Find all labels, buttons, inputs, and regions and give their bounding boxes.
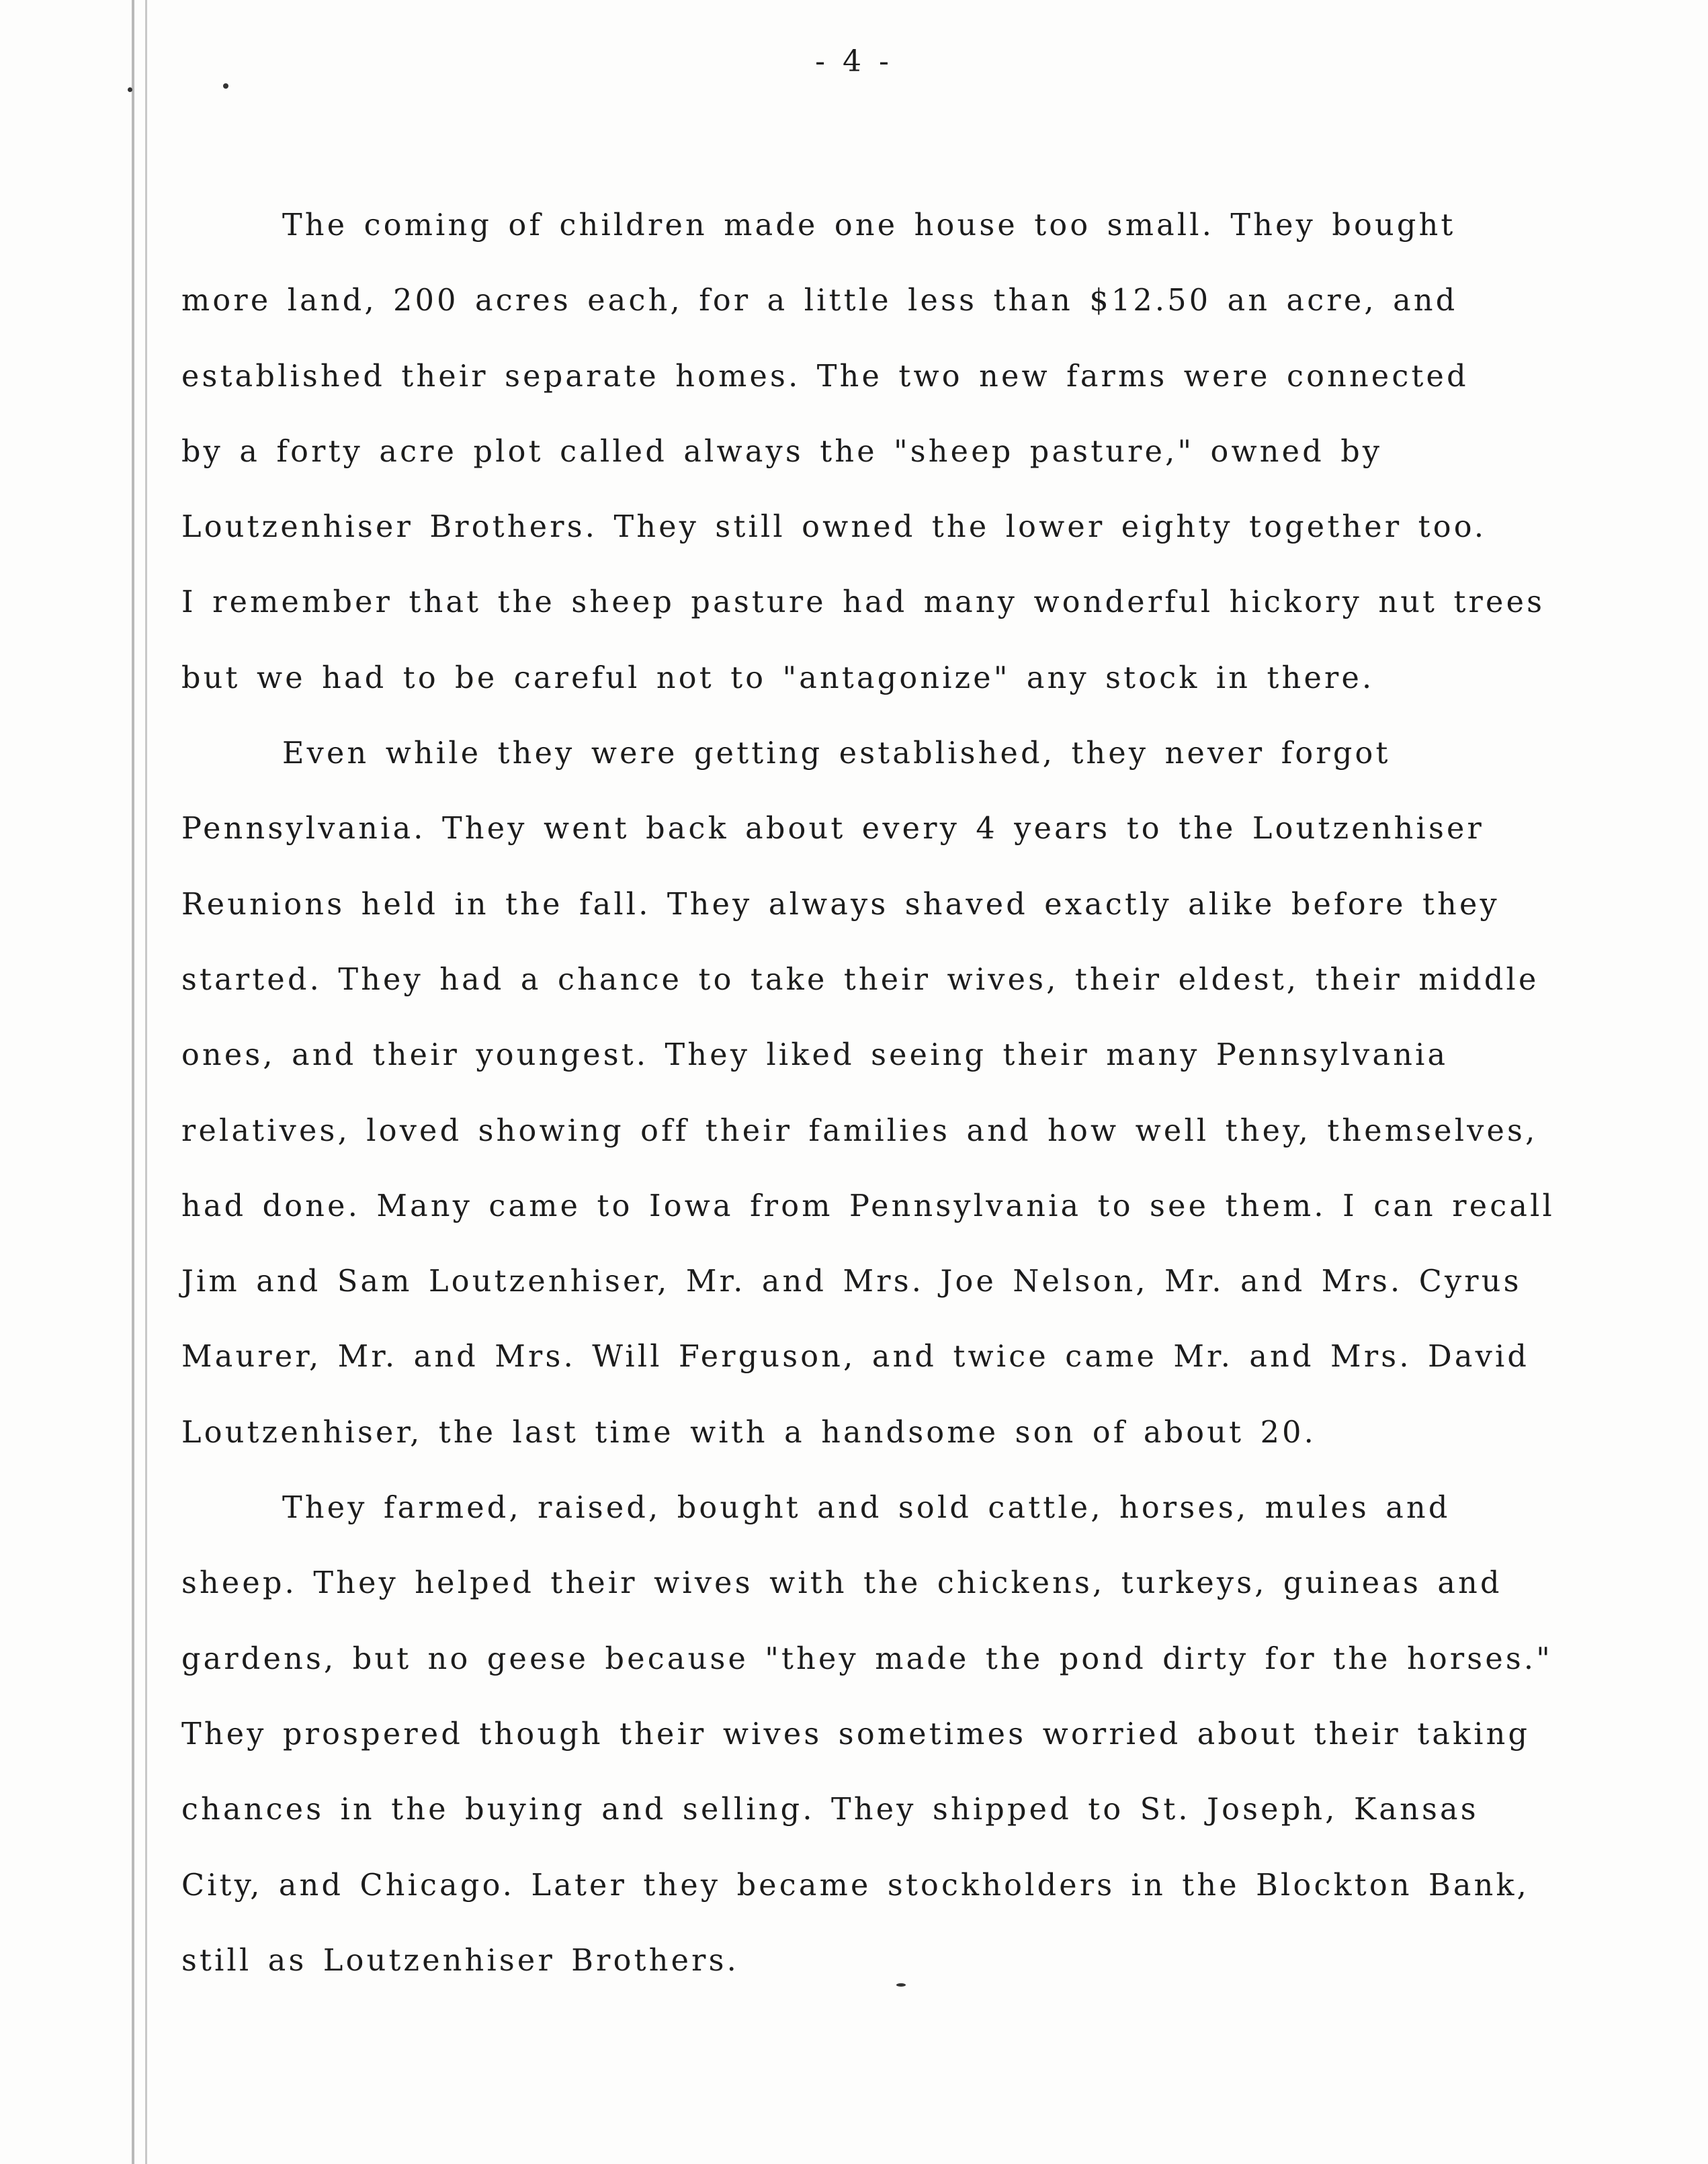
text-line: ones, and their youngest. They liked seeing their many Pennsylvania [181, 1038, 1449, 1073]
text-line: Loutzenhiser Brothers. They still owned the lower eighty together too. [181, 510, 1487, 545]
text-line: more land, 200 acres each, for a little less than $12.50 an acre, and [181, 284, 1458, 318]
paragraph-2 [181, 716, 1555, 1471]
scan-speck [223, 83, 228, 89]
text-line: The coming of children made one house too small. They bought [282, 208, 1456, 243]
text-line: Jim and Sam Loutzenhiser, Mr. and Mrs. Joe Nelson, Mr. and Mrs. Cyrus [181, 1264, 1522, 1299]
text-line: gardens, but no geese because "they made the pond dirty for the horses." [181, 1641, 1553, 1676]
text-line: They farmed, raised, bought and sold cattle, horses, mules and [282, 1491, 1451, 1526]
text-line: relatives, loved showing off their families and how well they, themselves, [181, 1113, 1538, 1148]
scan-speck [128, 87, 132, 92]
text-line: still as Loutzenhiser Brothers. [181, 1943, 739, 1978]
text-line: chances in the buying and selling. They shipped to St. Joseph, Kansas [181, 1792, 1479, 1827]
text-line: established their separate homes. The two new farms were connected [181, 359, 1469, 394]
binding-edge-line-inner [145, 0, 147, 2164]
paragraph-3 [181, 1471, 1553, 1999]
text-line: Pennsylvania. They went back about every 4 years to the Loutzenhiser [181, 812, 1484, 847]
text-line: started. They had a chance to take their wives, their eldest, their middle [181, 962, 1539, 997]
text-line: but we had to be careful not to "antagonize" any stock in there. [181, 660, 1375, 695]
text-line: had done. Many came to Iowa from Pennsylvania to see them. I can recall [181, 1188, 1555, 1223]
text-line: Loutzenhiser, the last time with a handsome son of about 20. [181, 1415, 1316, 1450]
text-line: They prospered though their wives sometimes worried about their taking [181, 1717, 1531, 1751]
body-text [181, 188, 1555, 1999]
text-line: Even while they were getting established, they never forgot [282, 736, 1391, 771]
text-line: Reunions held in the fall. They always shaved exactly alike before they [181, 887, 1500, 922]
text-line: I remember that the sheep pasture had many wonderful hickory nut trees [181, 585, 1545, 620]
text-line: City, and Chicago. Later they became stockholders in the Blockton Bank, [181, 1868, 1530, 1903]
paragraph-1 [181, 188, 1545, 716]
text-line: sheep. They helped their wives with the chickens, turkeys, guineas and [181, 1566, 1502, 1601]
page-number: - 4 - [815, 44, 893, 79]
text-line: by a forty acre plot called always the "sheep pasture," owned by [181, 434, 1383, 469]
binding-edge-line [132, 0, 134, 2164]
text-line: Maurer, Mr. and Mrs. Will Ferguson, and twice came Mr. and Mrs. David [181, 1340, 1530, 1375]
